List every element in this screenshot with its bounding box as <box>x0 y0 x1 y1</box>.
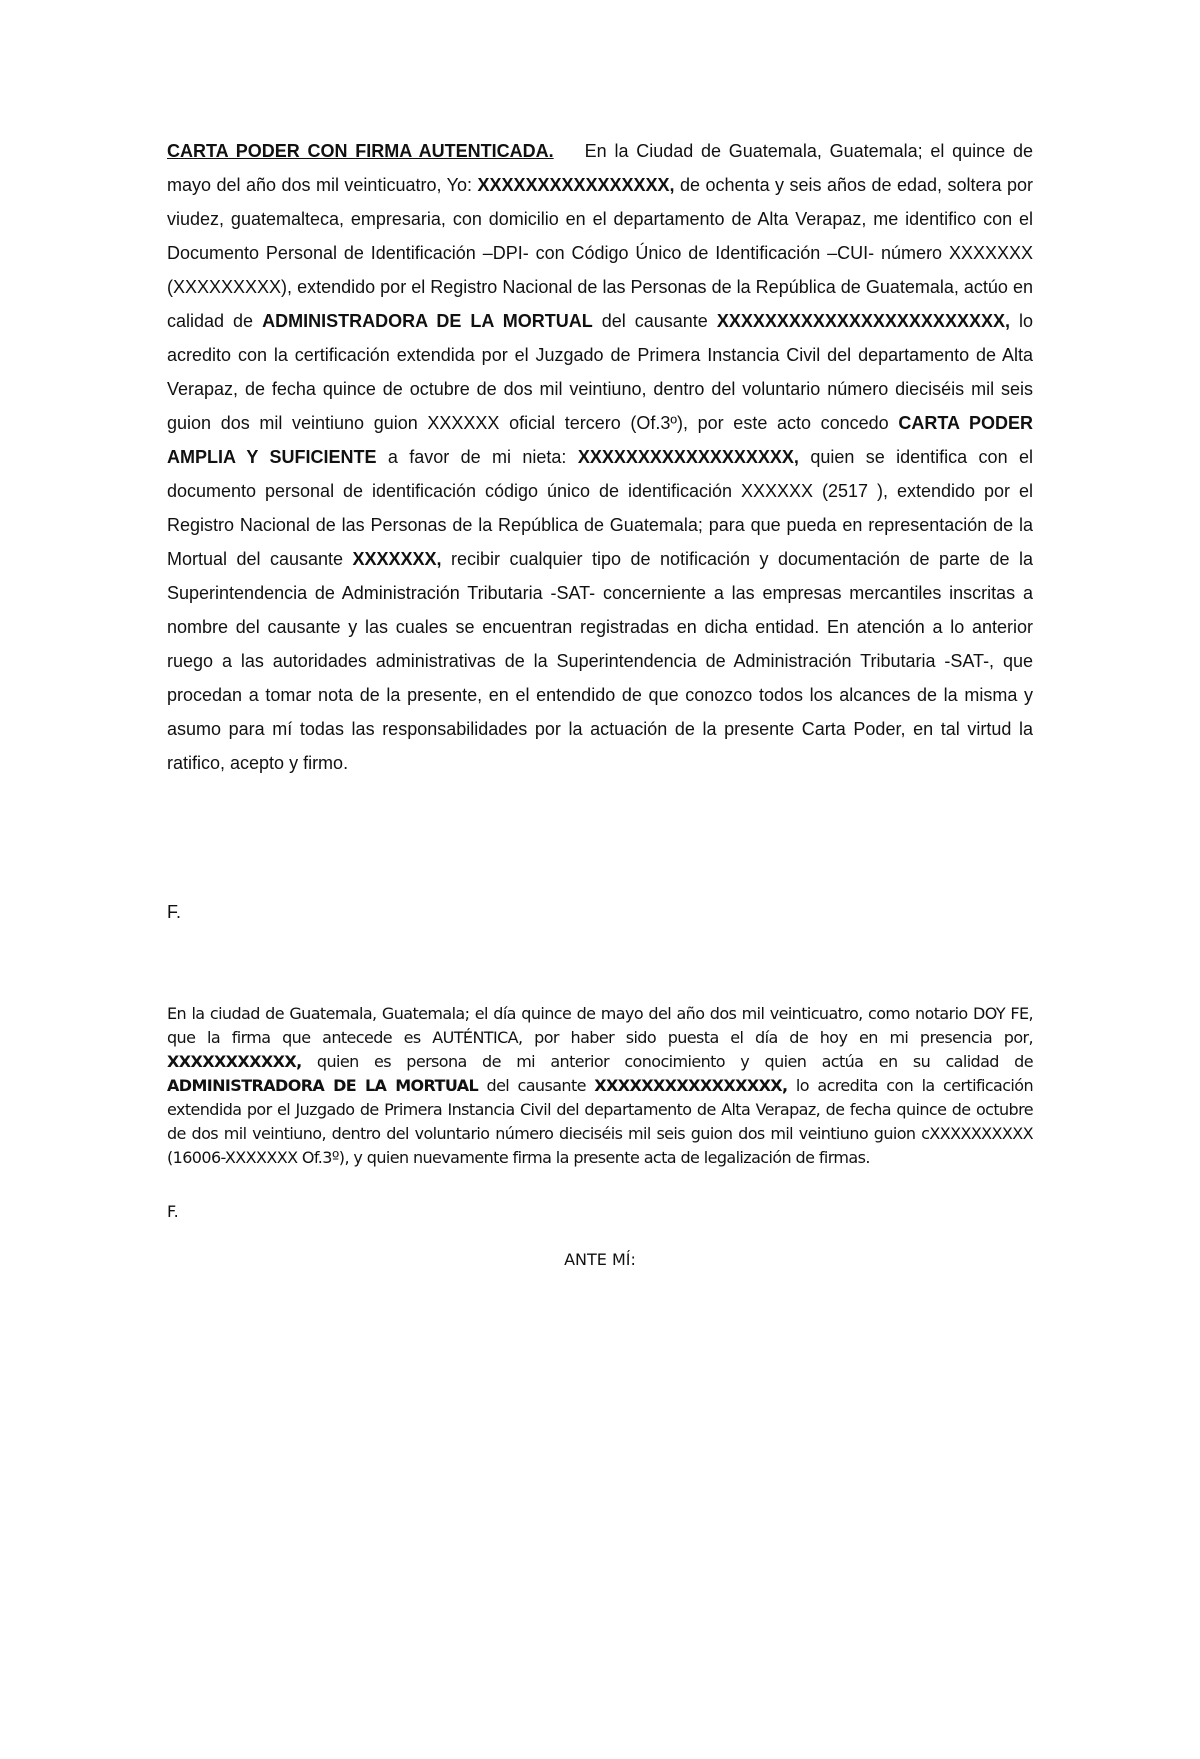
carta-text-1: En la Ciudad de Guatemala, Guatemala; el quince de mayo del año dos mil veinticuatro, Yo: <box>167 141 1033 195</box>
grantor-role: ADMINISTRADORA DE LA MORTUAL <box>262 311 593 331</box>
acta-text-1: En la ciudad de Guatemala, Guatemala; el día quince de mayo del año dos mil veinticuatro, como notario DOY FE, que la firma que antecede es AUTÉNTICA, por haber sido puesta el día de hoy en mi presencia por, <box>167 1004 1033 1047</box>
carta-text-2: de ochenta y seis años de edad, soltera por viudez, guatemalteca, empresaria, con domicilio en el departamento de Alta Verapaz, me identifico con el Documento Personal de Identificación –DPI- con Código Único de Identificación –CUI- número XXXXXXX (XXXXXXXXX), extendido por el Registro Nacional de las Personas de la República de Guatemala, actúo en calidad de <box>167 175 1033 331</box>
carta-text-5: a favor de mi nieta: <box>376 447 578 467</box>
causante-short-name: XXXXXXX, <box>352 549 442 569</box>
acta-legalizacion-paragraph <box>167 1002 1033 1170</box>
acta-signer-role: ADMINISTRADORA DE LA MORTUAL <box>167 1076 479 1095</box>
document-heading: CARTA PODER CON FIRMA AUTENTICADA. <box>167 141 554 161</box>
carta-text-4: lo acredito con la certificación extendida por el Juzgado de Primera Instancia Civil del departamento de Alta Verapaz, de fecha quince de octubre de dos mil veintiuno, dentro del voluntario número dieciséis mil seis guion dos mil veintiuno guion XXXXXX oficial tercero (Of.3º), por este acto concedo <box>167 311 1033 433</box>
grantee-name: XXXXXXXXXXXXXXXXXX, <box>577 447 799 467</box>
signature-line-1: F. <box>167 902 182 922</box>
grantor-name: XXXXXXXXXXXXXXXX, <box>477 175 675 195</box>
grant-type: CARTA PODER AMPLIA Y SUFICIENTE <box>167 413 1034 467</box>
signature-line-2: F. <box>167 1202 179 1221</box>
carta-poder-paragraph <box>167 134 1033 780</box>
ante-mi-label: ANTE MÍ: <box>564 1250 636 1269</box>
acta-causante-name: XXXXXXXXXXXXXXXX, <box>594 1076 788 1095</box>
spacer <box>554 141 585 161</box>
causante-name: XXXXXXXXXXXXXXXXXXXXXXXX, <box>716 311 1010 331</box>
acta-text-2: quien es persona de mi anterior conocimiento y quien actúa en su calidad de <box>301 1052 1033 1071</box>
carta-text-6: quien se identifica con el documento personal de identificación código único de identificación XXXXXX (2517 ), extendido por el Registro Nacional de las Personas de la República de Guatemala; para que pueda en representación de la Mortual del causante <box>167 447 1033 569</box>
acta-signer-name: XXXXXXXXXXX, <box>167 1052 302 1071</box>
carta-text-3: del causante <box>592 311 717 331</box>
acta-text-4: lo acredita con la certificación extendida por el Juzgado de Primera Instancia Civil del departamento de Alta Verapaz, de fecha quince de octubre de dos mil veintiuno, dentro del voluntario número dieciséis mil seis guion dos mil veintiuno guion cXXXXXXXXXX (16006-XXXXXXX Of.3º), y quien nuevamente firma la presente acta de legalización de firmas. <box>167 1076 1033 1167</box>
carta-text-7: recibir cualquier tipo de notificación y documentación de parte de la Superintendencia de Administración Tributaria -SAT- concerniente a las empresas mercantiles inscritas a nombre del causante y las cuales se encuentran registradas en dicha entidad. En atención a lo anterior ruego a las autoridades administrativas de la Superintendencia de Administración Tributaria -SAT-, que procedan a tomar nota de la presente, en el entendido de que conozco todos los alcances de la misma y asumo para mí todas las responsabilidades por la actuación de la presente Carta Poder, en tal virtud la ratifico, acepto y firmo. <box>167 549 1033 773</box>
acta-text-3: del causante <box>478 1076 595 1095</box>
